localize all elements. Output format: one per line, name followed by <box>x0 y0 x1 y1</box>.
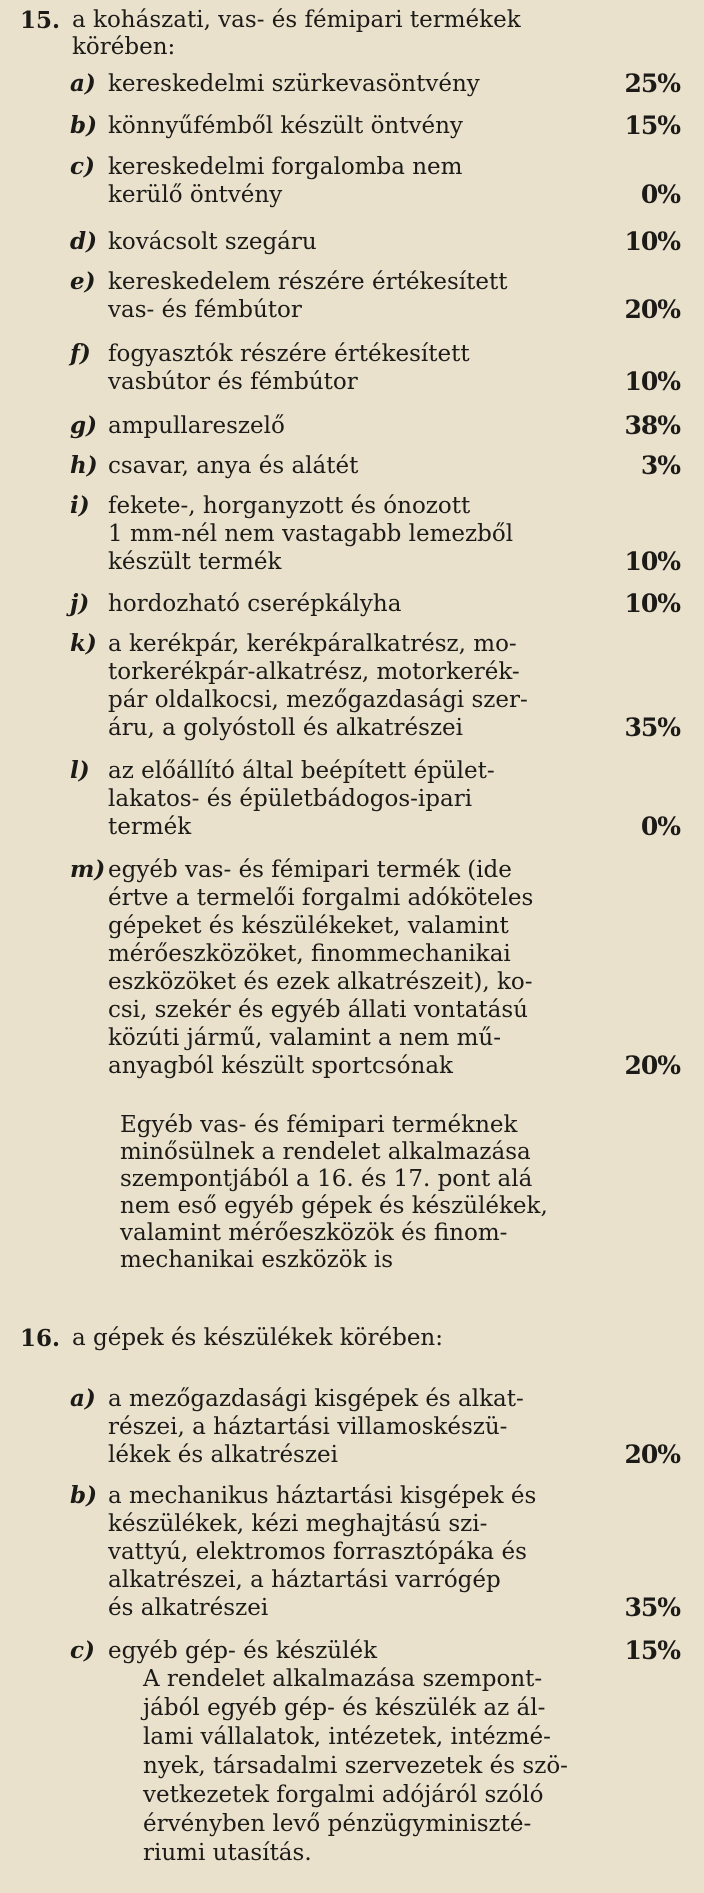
item-letter: d) <box>70 228 97 255</box>
item-letter: a) <box>70 70 96 97</box>
item-text-line: kereskedelem részére értékesített <box>108 269 508 295</box>
item-text-line: kereskedelmi forgalomba nem <box>108 154 463 180</box>
item-text-line: kereskedelmi szürkevasöntvény <box>108 71 480 97</box>
item-letter: k) <box>70 630 97 657</box>
item-text-line: közúti jármű, valamint a nem mű- <box>108 1025 501 1051</box>
item-letter: a) <box>70 1385 96 1412</box>
item-letter: h) <box>70 452 98 479</box>
item-text-line: készülékek, kézi meghajtású szi- <box>108 1511 488 1537</box>
item-letter: f) <box>70 340 91 367</box>
item-text-line: készült termék <box>108 549 282 575</box>
item-letter: l) <box>70 757 90 784</box>
item-15-b <box>70 112 680 140</box>
item-text-line: pár oldalkocsi, mezőgazdasági szer- <box>108 687 528 713</box>
item-text-line: könnyűfémből készült öntvény <box>108 113 463 139</box>
item-text-line: kerülő öntvény <box>108 182 283 208</box>
item-percentage: 10% <box>624 227 680 256</box>
item-letter: i) <box>70 492 90 519</box>
item-15-g <box>70 412 680 440</box>
item-text-line: termék <box>108 814 192 840</box>
item-16-c <box>70 1637 680 1665</box>
item-15-d <box>70 228 680 256</box>
item-text-line: eszközöket és ezek alkatrészeit), ko- <box>108 969 533 995</box>
note-line: jából egyéb gép- és készülék az ál- <box>143 1695 546 1721</box>
item-percentage: 20% <box>624 1440 680 1469</box>
item-letter: g) <box>70 412 97 439</box>
item-text-line: vasbútor és fémbútor <box>108 369 358 395</box>
section-number: 16. <box>20 1325 61 1352</box>
item-text-line: fekete-, horganyzott és ónozott <box>108 493 471 519</box>
item-percentage: 15% <box>624 1636 680 1665</box>
item-letter: m) <box>70 856 106 883</box>
item-text-line: 1 mm-nél nem vastagabb lemezből <box>108 521 514 547</box>
item-text-line: vas- és fémbútor <box>108 297 302 323</box>
item-text-line: a mechanikus háztartási kisgépek és <box>108 1483 537 1509</box>
item-15-i <box>70 492 680 576</box>
item-text-line: alkatrészei, a háztartási varrógép <box>108 1567 501 1593</box>
note-line: riumi utasítás. <box>143 1840 312 1866</box>
heading-line: a kohászati, vas- és fémipari termékek <box>72 7 521 33</box>
item-text-line: vattyú, elektromos forrasztópáka és <box>108 1539 527 1565</box>
note-line: A rendelet alkalmazása szempont- <box>143 1666 543 1692</box>
item-text-line: részei, a háztartási villamoskészü- <box>108 1414 508 1440</box>
item-text-line: lakatos- és épületbádogos-ipari <box>108 786 473 812</box>
heading-line: a gépek és készülékek körében: <box>72 1325 443 1351</box>
section-15-heading <box>20 7 580 61</box>
note-line: lami vállalatok, intézetek, intézmé- <box>143 1724 551 1750</box>
item-15-l <box>70 757 680 841</box>
note-line: érvényben levő pénzügyminiszté- <box>143 1811 532 1837</box>
item-text-line: anyagból készült sportcsónak <box>108 1053 453 1079</box>
item-text-line: kovácsolt szegáru <box>108 229 317 255</box>
note-line: valamint mérőeszközök és finom- <box>120 1220 508 1246</box>
item-15-m <box>70 856 680 1080</box>
note-line: mechanikai eszközök is <box>120 1247 394 1273</box>
item-text-line: lékek és alkatrészei <box>108 1442 338 1468</box>
item-percentage: 0% <box>640 812 680 841</box>
item-percentage: 15% <box>624 111 680 140</box>
item-percentage: 3% <box>640 451 680 480</box>
item-text-line: csavar, anya és alátét <box>108 453 359 479</box>
item-text-line: gépeket és készülékeket, valamint <box>108 913 509 939</box>
item-15-h <box>70 452 680 480</box>
item-letter: b) <box>70 112 97 139</box>
item-percentage: 0% <box>640 180 680 209</box>
item-letter: e) <box>70 268 96 295</box>
item-16-b <box>70 1482 680 1622</box>
section-16-c-note <box>143 1665 603 1868</box>
item-percentage: 20% <box>624 295 680 324</box>
item-15-e <box>70 268 680 324</box>
item-percentage: 10% <box>624 547 680 576</box>
item-15-f <box>70 340 680 396</box>
note-line: szempontjából a 16. és 17. pont alá <box>120 1166 533 1192</box>
note-line: vetkezetek forgalmi adójáról szóló <box>143 1782 544 1808</box>
note-line: minősülnek a rendelet alkalmazása <box>120 1139 531 1165</box>
section-number: 15. <box>20 7 61 34</box>
item-15-k <box>70 630 680 742</box>
item-percentage: 25% <box>624 69 680 98</box>
section-15-note <box>120 1112 590 1274</box>
item-15-c <box>70 153 680 209</box>
item-text-line: a mezőgazdasági kisgépek és alkat- <box>108 1386 524 1412</box>
item-letter: b) <box>70 1482 97 1509</box>
item-text-line: az előállító által beépített épület- <box>108 758 495 784</box>
item-15-a <box>70 70 680 98</box>
item-percentage: 10% <box>624 367 680 396</box>
item-text-line: áru, a golyóstoll és alkatrészei <box>108 715 464 741</box>
item-letter: c) <box>70 153 95 180</box>
item-text-line: ampullareszelő <box>108 413 285 439</box>
item-text-line: egyéb gép- és készülék <box>108 1638 378 1664</box>
item-percentage: 35% <box>624 713 680 742</box>
item-text-line: csi, szekér és egyéb állati vontatású <box>108 997 528 1023</box>
item-text-line: hordozható cserépkályha <box>108 591 402 617</box>
item-percentage: 35% <box>624 1593 680 1622</box>
section-16-heading <box>20 1325 580 1352</box>
item-text-line: mérőeszközöket, finommechanikai <box>108 941 511 967</box>
item-letter: c) <box>70 1637 95 1664</box>
item-text-line: értve a termelői forgalmi adóköteles <box>108 885 534 911</box>
item-text-line: a kerékpár, kerékpáralkatrész, mo- <box>108 631 517 657</box>
item-percentage: 20% <box>624 1051 680 1080</box>
note-line: Egyéb vas- és fémipari terméknek <box>120 1112 518 1138</box>
note-line: nem eső egyéb gépek és készülékek, <box>120 1193 548 1219</box>
item-percentage: 10% <box>624 589 680 618</box>
item-text-line: fogyasztók részére értékesített <box>108 341 470 367</box>
item-16-a <box>70 1385 680 1469</box>
item-letter: j) <box>70 590 90 617</box>
heading-line: körében: <box>72 34 176 60</box>
item-text-line: torkerékpár-alkatrész, motorkerék- <box>108 659 520 685</box>
note-line: nyek, társadalmi szervezetek és szö- <box>143 1753 568 1779</box>
item-text-line: egyéb vas- és fémipari termék (ide <box>108 857 512 883</box>
item-text-line: és alkatrészei <box>108 1595 269 1621</box>
item-15-j <box>70 590 680 618</box>
item-percentage: 38% <box>624 411 680 440</box>
